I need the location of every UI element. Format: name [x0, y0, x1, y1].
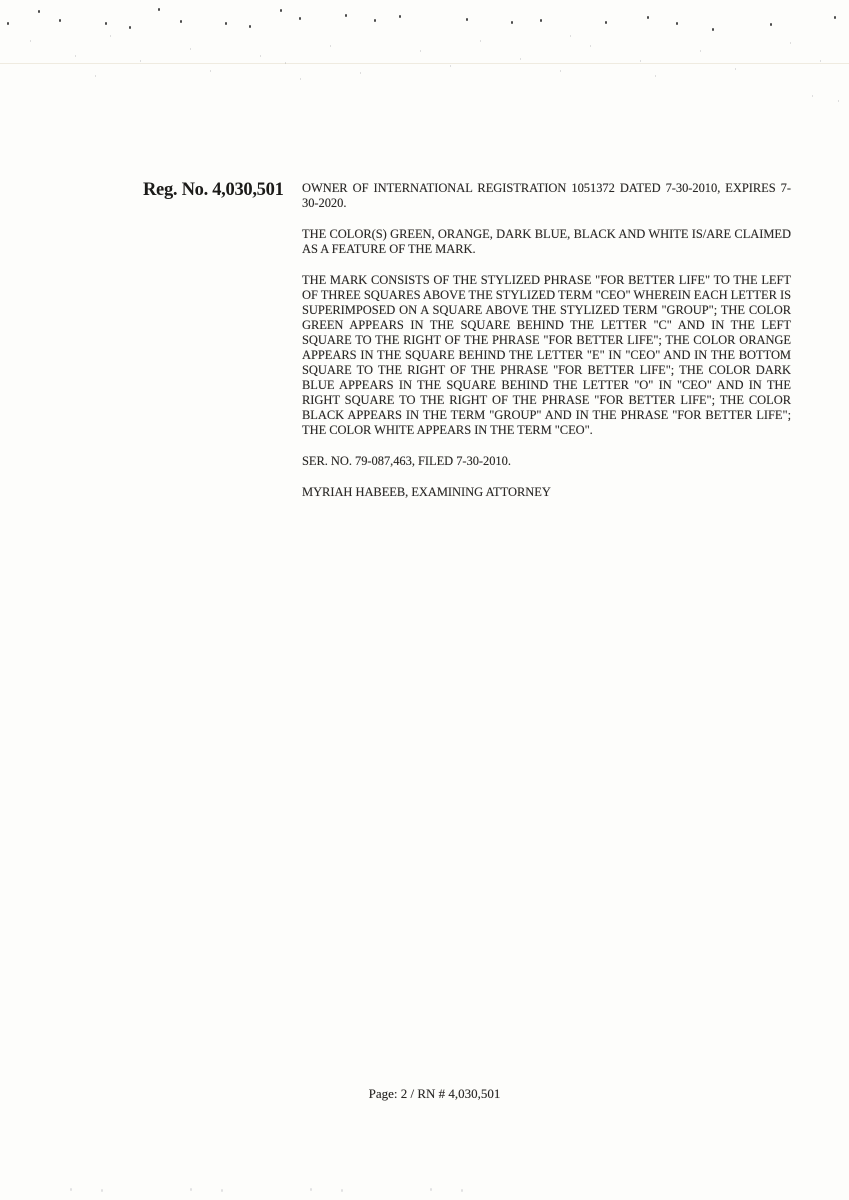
noise-speck [330, 45, 331, 47]
paragraph-examining-attorney: MYRIAH HABEEB, EXAMINING ATTORNEY [302, 485, 551, 499]
noise-speck [466, 18, 468, 21]
paragraph-international-registration: OWNER OF INTERNATIONAL REGISTRATION 1051372 DATED 7-30-2010, EXPIRES 7-30-2020. [302, 181, 791, 210]
noise-speck [430, 1188, 432, 1191]
noise-speck [190, 1188, 192, 1191]
noise-speck [420, 50, 421, 52]
noise-speck [310, 1188, 312, 1191]
noise-speck [7, 22, 9, 25]
noise-speck [647, 16, 649, 19]
noise-speck [280, 9, 282, 12]
noise-speck [770, 23, 772, 26]
noise-speck [75, 55, 76, 57]
registration-number: Reg. No. 4,030,501 [143, 180, 284, 200]
noise-speck [712, 28, 714, 31]
noise-speck [249, 25, 251, 28]
noise-speck [300, 78, 301, 80]
noise-speck [110, 35, 111, 37]
noise-speck [812, 95, 813, 97]
scan-artifact-line [0, 63, 849, 64]
noise-speck [101, 1189, 103, 1192]
noise-speck [210, 70, 211, 72]
noise-speck [360, 72, 361, 74]
noise-speck [461, 1189, 463, 1192]
noise-speck [299, 17, 301, 20]
noise-speck [38, 10, 40, 13]
noise-speck [59, 19, 61, 22]
noise-speck [450, 65, 451, 67]
noise-speck [341, 1189, 343, 1192]
noise-speck [520, 58, 521, 60]
noise-speck [95, 75, 96, 77]
noise-speck [399, 15, 401, 18]
noise-speck [511, 21, 513, 24]
noise-speck [735, 68, 736, 70]
noise-speck [225, 22, 227, 25]
paragraph-color-claim: THE COLOR(S) GREEN, ORANGE, DARK BLUE, BLACK AND WHITE IS/ARE CLAIMED AS A FEATURE OF THE MARK. [302, 227, 791, 256]
noise-speck [190, 48, 191, 50]
noise-speck [700, 50, 701, 52]
noise-speck [374, 19, 376, 22]
noise-speck [790, 42, 791, 44]
noise-speck [570, 35, 571, 37]
noise-speck [129, 26, 131, 29]
noise-speck [345, 14, 347, 17]
noise-speck [560, 70, 561, 72]
noise-speck [838, 100, 839, 102]
noise-speck [260, 55, 261, 57]
noise-speck [180, 20, 182, 23]
noise-speck [480, 40, 481, 42]
noise-speck [820, 60, 821, 62]
noise-speck [30, 40, 31, 42]
paragraph-serial-number: SER. NO. 79-087,463, FILED 7-30-2010. [302, 454, 511, 468]
noise-speck [590, 45, 591, 47]
noise-speck [105, 22, 107, 25]
noise-speck [834, 16, 836, 19]
registration-details [302, 181, 791, 516]
noise-speck [221, 1189, 223, 1192]
noise-speck [140, 60, 141, 62]
noise-speck [285, 62, 286, 64]
noise-speck [605, 21, 607, 24]
page-footer: Page: 2 / RN # 4,030,501 [368, 1086, 501, 1101]
noise-speck [655, 75, 656, 77]
noise-speck [540, 19, 542, 22]
noise-speck [640, 60, 641, 62]
paragraph-mark-description: THE MARK CONSISTS OF THE STYLIZED PHRASE "FOR BETTER LIFE" TO THE LEFT OF THREE SQUARES ABOVE THE STYLIZED TERM "CEO" WHEREIN EACH LETTER IS SUPERIMPOSED ON A SQUARE ABOVE THE STYLIZED TERM "GROUP"; THE COLOR GREEN APPEARS IN THE SQUARE BEHIND THE LETTER "C" AND IN THE LEFT SQUARE TO THE RIGHT OF THE PHRASE "FOR BETTER LIFE"; THE COLOR ORANGE APPEARS IN THE SQUARE BEHIND THE LETTER "E" IN "CEO" AND IN THE BOTTOM SQUARE TO THE RIGHT OF THE PHRASE "FOR BETTER LIFE"; THE COLOR DARK BLUE APPEARS IN THE SQUARE BEHIND THE LETTER "O" IN "CEO" AND IN THE RIGHT SQUARE TO THE RIGHT OF THE PHRASE "FOR BETTER LIFE"; THE COLOR BLACK APPEARS IN THE TERM "GROUP" AND IN THE PHRASE "FOR BETTER LIFE"; THE COLOR WHITE APPEARS IN THE TERM "CEO". [302, 273, 791, 437]
noise-speck [676, 22, 678, 25]
noise-speck [158, 8, 160, 11]
noise-speck [70, 1188, 72, 1191]
